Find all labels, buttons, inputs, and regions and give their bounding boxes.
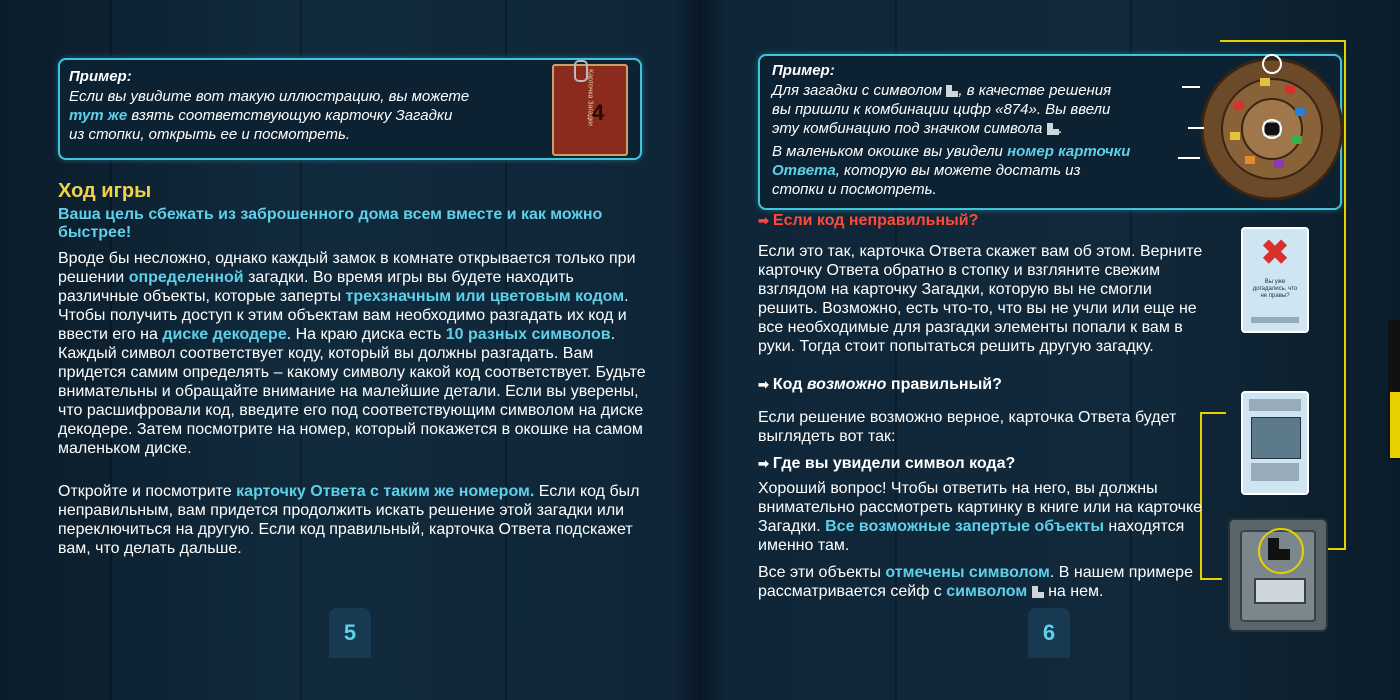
corner-symbol-icon <box>1047 123 1059 135</box>
symbol-marked-text: Все эти объекты отмечены символом. В нашем примере рассматривается сейф с символом на нем. <box>758 564 1193 600</box>
riddle-card-title: Карточка Загадки <box>586 69 594 126</box>
answer-card-text: Вы уже догадались, что не правы? <box>1252 279 1298 299</box>
connector-line <box>1188 127 1204 129</box>
yellow-guide-line <box>1200 412 1226 414</box>
cross-icon: ✖ <box>1260 234 1290 272</box>
corner-symbol-icon <box>1032 586 1044 598</box>
right-page <box>700 0 1400 700</box>
decoder-disk-image <box>1200 56 1350 206</box>
answer-card-wrong-image <box>1241 227 1309 333</box>
example-title: Пример: <box>69 68 132 85</box>
page-number-6: 6 <box>1028 608 1070 658</box>
connector-line <box>1178 157 1200 159</box>
example-title-right: Пример: <box>772 62 835 79</box>
rules-paragraph-2: Откройте и посмотрите карточку Ответа с таким же номером. Если код был неправильным, вам придется продолжить искать решение этой загадки или переключиться на другую. Если код правильный, карточка Ответа подскажет вам, что делать дальше. <box>58 483 640 557</box>
page-number-5: 5 <box>329 608 371 658</box>
connector-line <box>1182 86 1200 88</box>
question-maybe-correct: ➡ Код возможно правильный? <box>758 376 1002 393</box>
yellow-guide-line <box>1220 40 1346 42</box>
section-heading: Ход игры <box>58 180 152 202</box>
question-wrong-code: ➡ Если код неправильный? <box>758 212 979 229</box>
rules-paragraph-1: Вроде бы несложно, однако каждый замок в комнате открывается только при решении определенной загадки. Во время игры вы будете находить различные объекты, которые заперты трехзначным или цветовым кодом. Чтобы получить доступ к этим объектам вам необходимо разгадать их код и ввести его на диске декодере. На краю диска есть 10 разных символов. Каждый символ соответствует коду, который вы должны разгадать. Вам придется самим определять – какому символу какой код соответствует. Будьте внимательны и обращайте внимание на малейшие детали. Если вы уверены, что расшифровали код, введите его под соответствующим символом на диске декодере. Затем посмотрите на номер, который покажется в окошке на самом маленьком диске. <box>58 250 646 457</box>
yellow-guide-line <box>1200 578 1222 580</box>
goal-text: Ваша цель сбежать из заброшенного дома всем вместе и как можно быстрее! <box>58 206 603 241</box>
riddle-card-image <box>552 64 628 156</box>
arrow-icon: ➡ <box>758 377 769 392</box>
edge-decoration <box>1390 392 1400 458</box>
arrow-icon: ➡ <box>758 213 769 228</box>
answer-card-maybe-image <box>1241 391 1309 495</box>
example-box-left <box>58 58 642 160</box>
yellow-guide-line <box>1344 40 1346 550</box>
example-text: Если вы увидите вот такую иллюстрацию, вы можете тут же взять соответствующую карточку Загадки из стопки, открыть ее и посмотреть. <box>69 88 470 143</box>
example-text-right: Для загадки с символом , в качестве решения вы пришли к комбинации цифр «874». Вы ввели эту комбинацию под значком символа . В маленьком окошке вы увидели номер карточки Ответа, которую вы можете достать из стопки и посмотреть. <box>772 82 1131 198</box>
question-where-symbol: ➡ Где вы увидели символ кода? <box>758 455 1016 472</box>
wrong-code-text: Если это так, карточка Ответа скажет вам об этом. Верните карточку Ответа обратно в стопку и взгляните свежим взглядом на карточку Загадки, которую вы не смогли решить. Возможно, есть что-то, что вы не учли или еще не все необходимые для разгадки элементы попали к вам в руки. Тогда стоит попытаться решить другую загадку. <box>758 243 1203 355</box>
arrow-icon: ➡ <box>758 456 769 471</box>
example-box-right <box>758 54 1342 210</box>
corner-symbol-icon <box>946 85 958 97</box>
safe-image <box>1228 518 1328 632</box>
riddle-card-digit: 4 <box>592 100 605 125</box>
where-symbol-text: Хороший вопрос! Чтобы ответить на него, вы должны внимательно рассмотреть картинку в книге или на карточке Загадки. Все возможные запертые объекты находятся именно там. <box>758 480 1203 554</box>
maybe-correct-text: Если решение возможно верное, карточка Ответа будет выглядеть вот так: <box>758 409 1177 445</box>
